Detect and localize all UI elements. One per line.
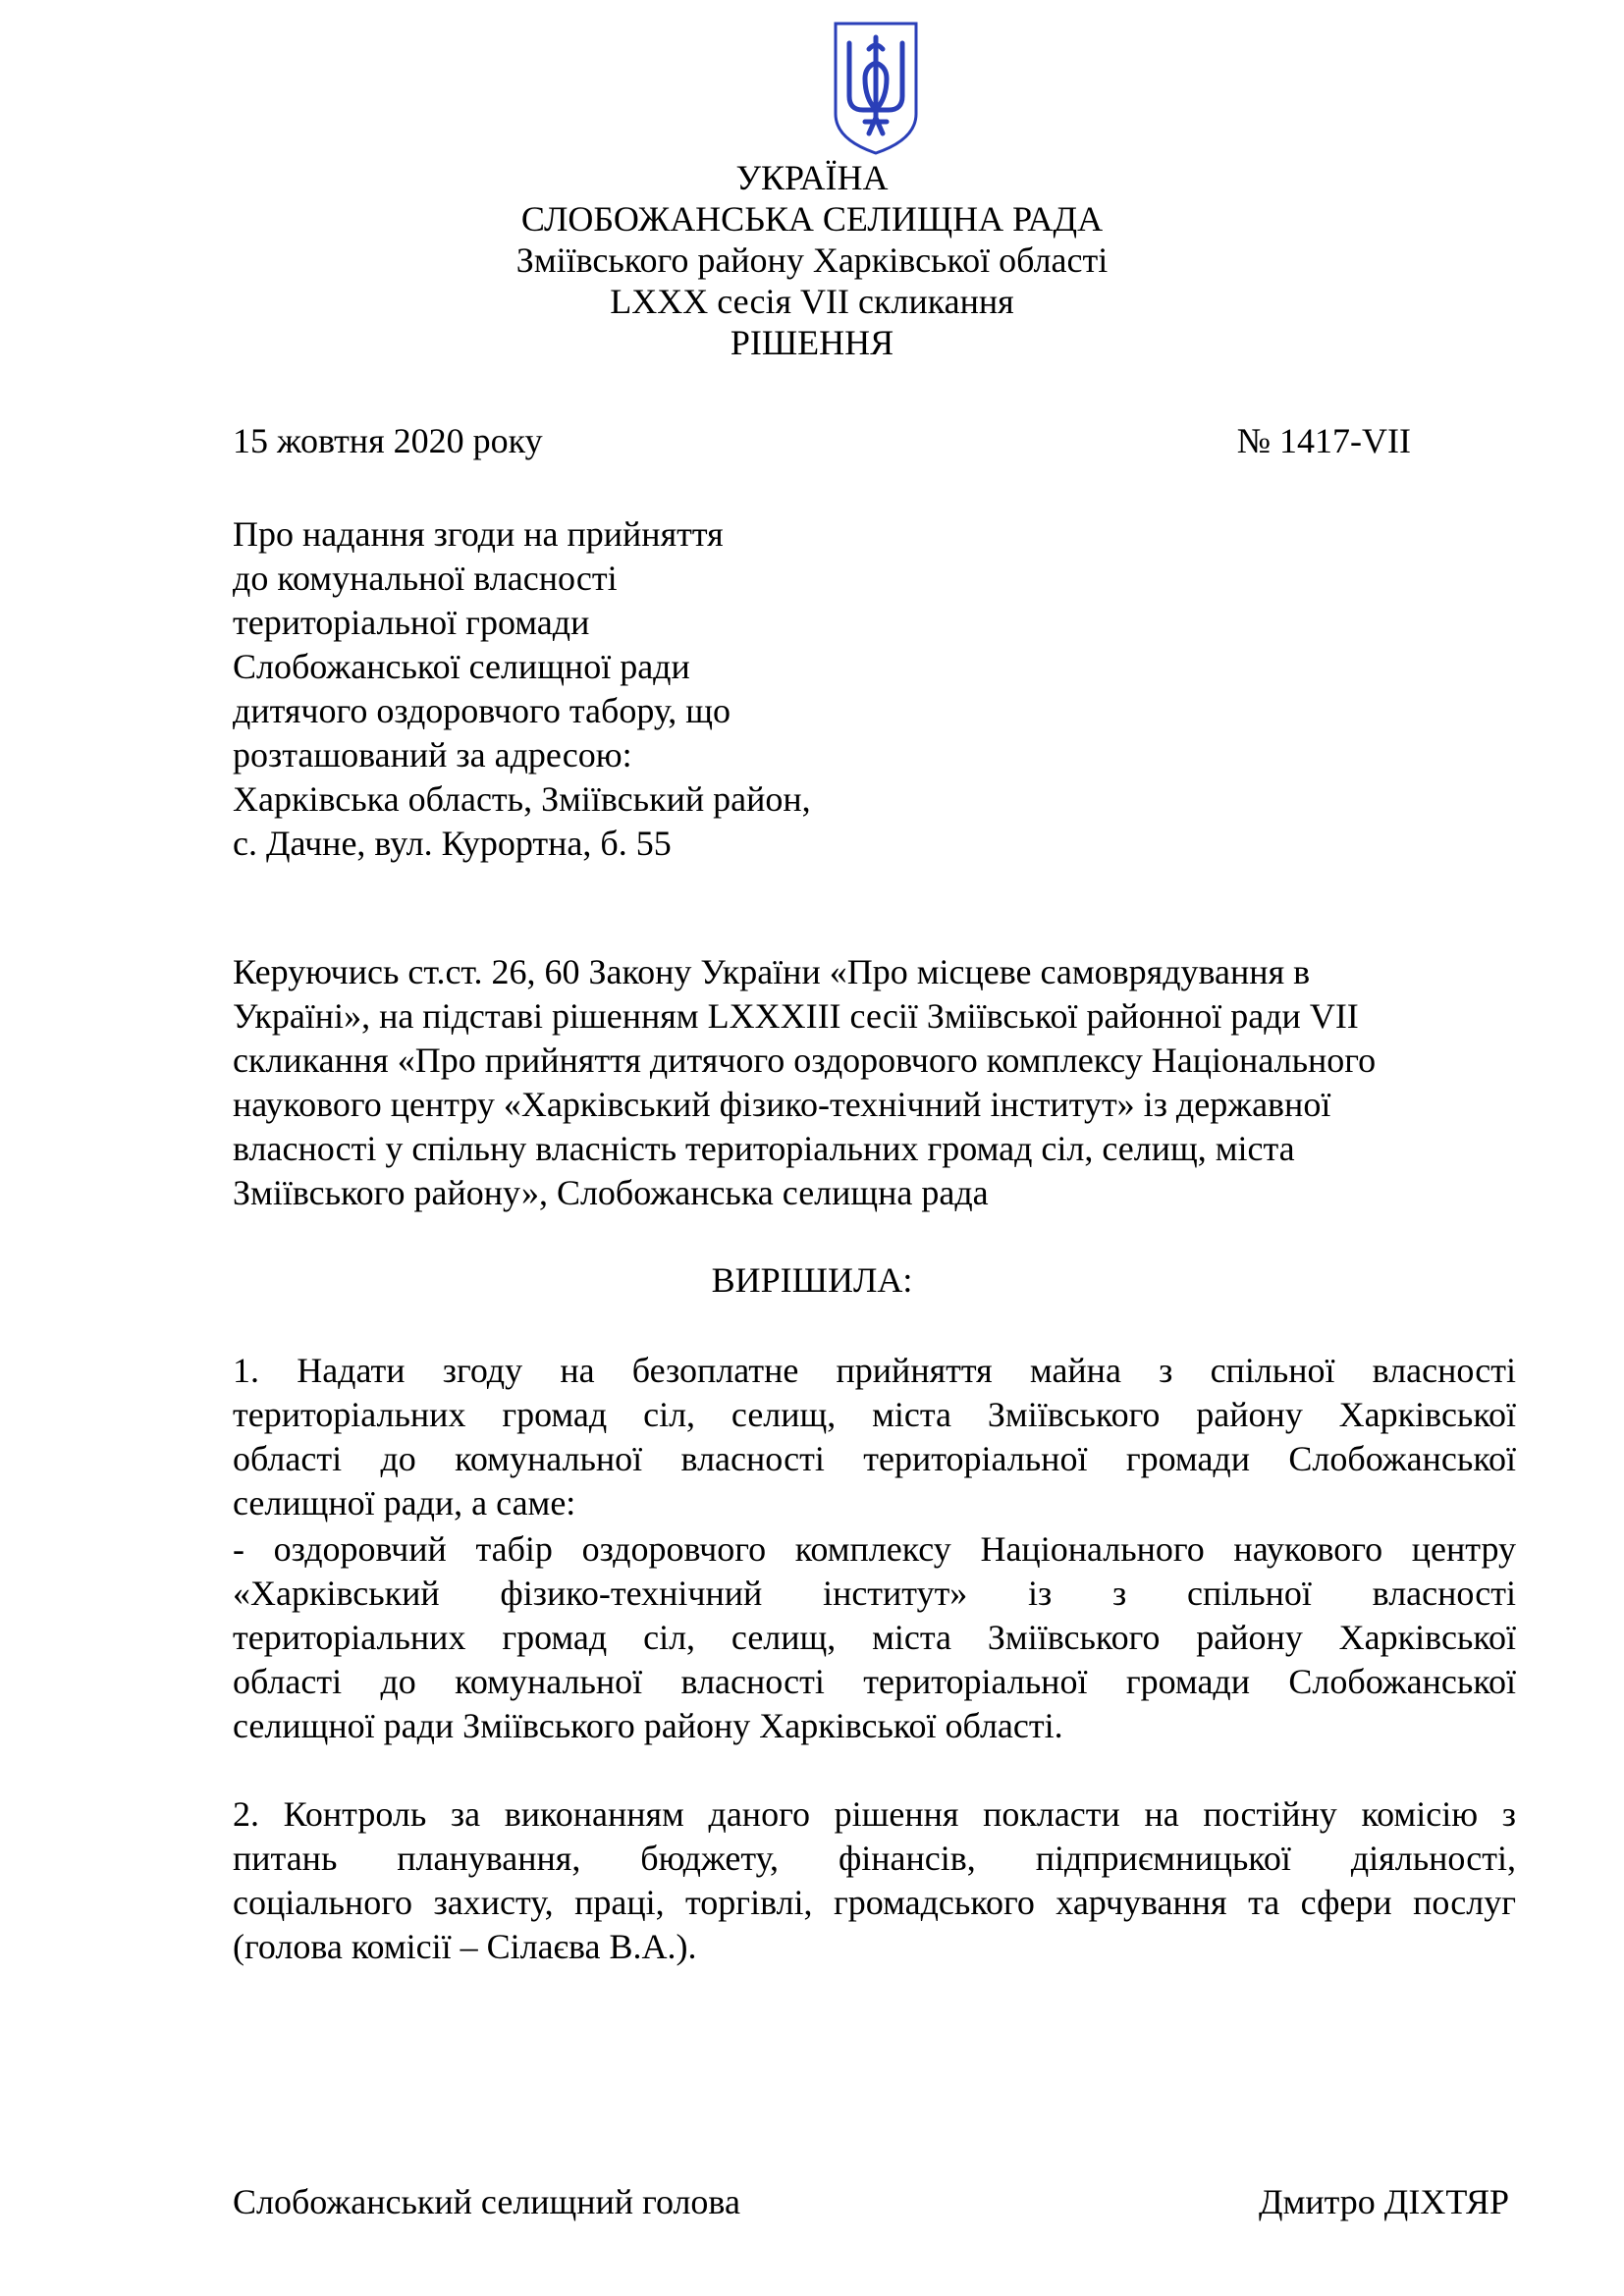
item-1-sub-line: територіальних громад сіл, селищ, міста Зміївського району Харківської — [233, 1618, 1516, 1657]
signature-block — [233, 2181, 1509, 2222]
item-1-line: територіальних громад сіл, селищ, міста Зміївського району Харківської — [233, 1395, 1516, 1434]
preamble-line: Керуючись ст.ст. 26, 60 Закону України «Про місцеве самоврядування в — [233, 952, 1311, 991]
item-1-sub-line: - оздоровчий табір оздоровчого комплексу Національного наукового центру — [233, 1529, 1516, 1569]
signatory-name: Дмитро ДІХТЯР — [1259, 2182, 1509, 2221]
item-1-sub-line: «Харківський фізико-технічний інститут» із з спільної власності — [233, 1574, 1516, 1613]
document-type: РІШЕННЯ — [730, 323, 894, 362]
item-1-sub-line: селищної ради Зміївського району Харківської області. — [233, 1706, 1063, 1745]
subject-line: до комунальної власності — [233, 559, 618, 598]
item-2-line: питань планування, бюджету, фінансів, підприємницької діяльності, — [233, 1839, 1516, 1878]
subject-line: дитячого оздоровчого табору, що — [233, 691, 731, 730]
preamble-paragraph — [233, 950, 1509, 1215]
signatory-position: Слобожанський селищний голова — [233, 2182, 740, 2221]
session-title: LXXX сесія VII скликання — [610, 282, 1014, 321]
document-header — [0, 157, 1624, 363]
item-1-paragraph — [233, 1349, 1516, 1525]
item-1-line: 1. Надати згоду на безоплатне прийняття майна з спільної власності — [233, 1351, 1516, 1390]
decision-number: № 1417-VII — [1236, 421, 1411, 460]
item-2-line: соціального захисту, праці, торгівлі, громадського харчування та сфери послуг — [233, 1883, 1516, 1922]
item-1-sub-line: області до комунальної власності територіальної громади Слобожанської — [233, 1662, 1516, 1701]
country-title: УКРАЇНА — [735, 158, 889, 197]
item-2-line: 2. Контроль за виконанням даного рішення покласти на постійну комісію з — [233, 1794, 1516, 1834]
subject-line: с. Дачне, вул. Курортна, б. 55 — [233, 824, 672, 863]
preamble-line: скликання «Про прийняття дитячого оздоровчого комплексу Національного — [233, 1041, 1377, 1080]
preamble-line: Україні», на підставі рішенням LXXXIII сесії Зміївської районної ради VII — [233, 996, 1359, 1036]
subject-line: Про надання згоди на прийняття — [233, 514, 724, 554]
preamble-line: Зміївського району», Слобожанська селищна рада — [233, 1173, 989, 1212]
subject-line: Харківська область, Зміївський район, — [233, 779, 811, 819]
decided-heading: ВИРІШИЛА: — [711, 1260, 913, 1300]
district-title: Зміївського району Харківської області — [515, 240, 1109, 280]
decision-subject — [233, 512, 811, 866]
item-2-line: (голова комісії – Сілаєва В.А.). — [233, 1927, 697, 1966]
subject-line: розташований за адресою: — [233, 735, 632, 774]
preamble-line: власності у спільну власність територіальних громад сіл, селищ, міста — [233, 1129, 1295, 1168]
item-2-paragraph — [233, 1792, 1516, 1969]
trident-coat-of-arms-icon — [830, 20, 922, 157]
council-title: СЛОБОЖАНСЬКА СЕЛИЩНА РАДА — [520, 199, 1104, 239]
decision-date: 15 жовтня 2020 року — [233, 421, 543, 460]
item-1-line: області до комунальної власності територіальної громади Слобожанської — [233, 1439, 1516, 1478]
item-1-line: селищної ради, а саме: — [233, 1483, 576, 1522]
dateline — [233, 420, 1411, 461]
subject-line: територіальної громади — [233, 603, 590, 642]
subject-line: Слобожанської селищної ради — [233, 647, 690, 686]
preamble-line: наукового центру «Харківський фізико-технічний інститут» із державної — [233, 1085, 1331, 1124]
item-1-sub-paragraph — [233, 1527, 1516, 1748]
